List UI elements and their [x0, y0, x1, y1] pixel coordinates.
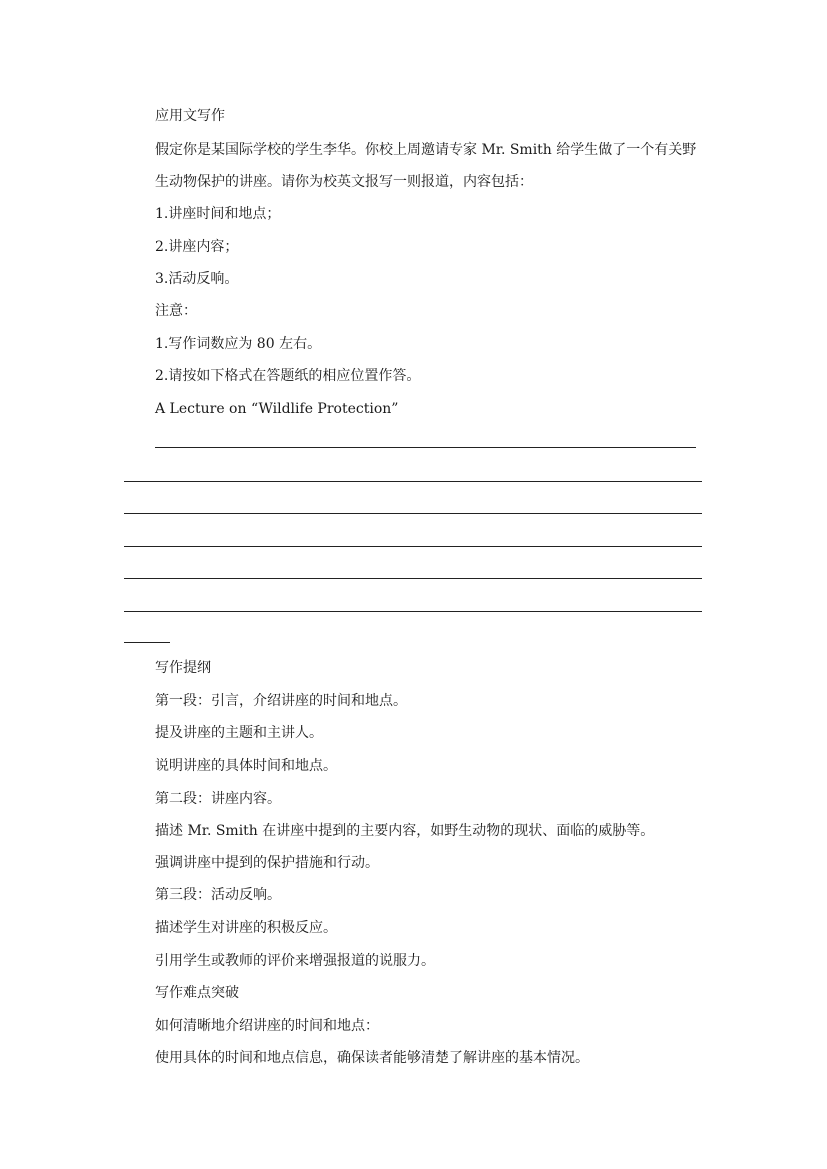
- answer-line-2[interactable]: [124, 481, 702, 482]
- section-heading-task: 应用文写作: [155, 108, 225, 124]
- outline-line-1: 第一段：引言，介绍讲座的时间和地点。: [155, 693, 407, 709]
- outline-line-4: 第二段：讲座内容。: [155, 791, 281, 807]
- prompt-line-1: 假定你是某国际学校的学生李华。你校上周邀请专家 Mr. Smith 给学生做了一个有关野: [155, 142, 697, 158]
- essay-title: A Lecture on “Wildlife Protection”: [155, 401, 399, 417]
- content-point-3: 3.活动反响。: [155, 271, 239, 287]
- answer-line-4[interactable]: [124, 546, 702, 547]
- outline-line-8: 描述学生对讲座的积极反应。: [155, 920, 337, 936]
- content-point-1: 1.讲座时间和地点；: [155, 206, 281, 222]
- answer-line-3[interactable]: [124, 513, 702, 514]
- outline-line-6: 强调讲座中提到的保护措施和行动。: [155, 855, 379, 871]
- section-heading-difficulty: 写作难点突破: [155, 985, 239, 1001]
- answer-line-end[interactable]: [124, 642, 170, 643]
- outline-line-7: 第三段：活动反响。: [155, 887, 281, 903]
- answer-line-5[interactable]: [124, 578, 702, 579]
- answer-line-6[interactable]: [124, 611, 702, 612]
- outline-line-5: 描述 Mr. Smith 在讲座中提到的主要内容，如野生动物的现状、面临的威胁等。: [155, 823, 655, 839]
- note-2: 2.请按如下格式在答题纸的相应位置作答。: [155, 368, 421, 384]
- answer-line-1[interactable]: [155, 447, 696, 448]
- difficulty-question: 如何清晰地介绍讲座的时间和地点：: [155, 1018, 379, 1034]
- outline-line-2: 提及讲座的主题和主讲人。: [155, 725, 323, 741]
- section-heading-outline: 写作提纲: [155, 660, 211, 676]
- content-point-2: 2.讲座内容；: [155, 239, 239, 255]
- difficulty-answer: 使用具体的时间和地点信息，确保读者能够清楚了解讲座的基本情况。: [155, 1050, 589, 1066]
- outline-line-9: 引用学生或教师的评价来增强报道的说服力。: [155, 953, 435, 969]
- notes-title: 注意：: [155, 303, 197, 319]
- prompt-line-2: 生动物保护的讲座。请你为校英文报写一则报道，内容包括：: [155, 174, 533, 190]
- outline-line-3: 说明讲座的具体时间和地点。: [155, 758, 337, 774]
- note-1: 1.写作词数应为 80 左右。: [155, 336, 322, 352]
